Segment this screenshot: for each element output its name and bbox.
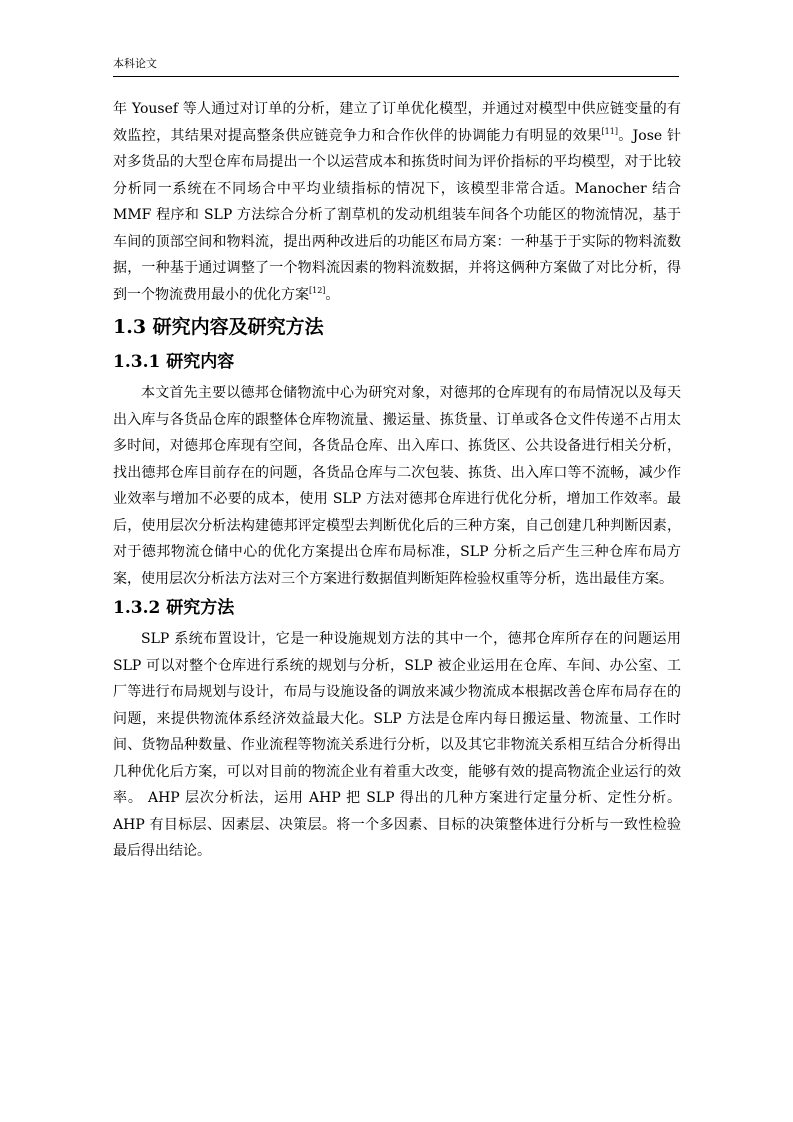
intro-text: 年 Yousef 等人通过对订单的分析，建立了订单优化模型，并通过对模型中供应链变量的有效监控，其结果对提高整条供应链竞争力和合作伙伴的协调能力有明显的效果	[113, 101, 681, 144]
section-heading: 1.3 研究内容及研究方法	[113, 316, 324, 338]
research-method-paragraph: SLP 系统布置设计，它是一种设施规划方法的其中一个，德邦仓库所存在的问题运用 SLP 可以对整个仓库进行系统的规划与分析，SLP 被企业运用在仓库、车间、办公室、工厂等进行布局规划与设计，布局与设施设备的调放来减少物流成本根据改善仓库布局存在的问题，来提供物流体系经济效益最大化。SLP 方法是仓库内每日搬运量、物流量、工作时间、货物品种数量、作业流程等物流关系进行分析，以及其它非物流关系相互结合分析得出几种优化后方案，可以对目前的物流企业有着重大改变，能够有效的提高物流企业运行的效率。 AHP 层次分析法，运用 AHP 把 SLP 得出的几种方案进行定量分析、定性分析。AHP 有目标层、因素层、决策层。将一个多因素、目标的决策整体进行分析与一致性检验最后得出结论。	[113, 631, 681, 859]
subsection-heading-content: 1.3.1 研究内容	[113, 352, 235, 372]
intro-text-3: 。	[325, 286, 340, 303]
research-content-paragraph: 本文首先主要以德邦仓储物流中心为研究对象，对德邦的仓库现有的布局情况以及每天出入库与各货品仓库的跟整体仓库物流量、搬运量、拣货量、订单或各仓文件传递不占用太多时间，对德邦仓库现有空间，各货品仓库、出入库口、拣货区、公共设备进行相关分析，找出德邦仓库目前存在的问题，各货品仓库与二次包装、拣货、出入库口等不流畅，减少作业效率与增加不必要的成本，使用 SLP 方法对德邦仓库进行优化分析，增加工作效率。最后，使用层次分析法构建德邦评定模型去判断优化后的三种方案，自己创建几种判断因素，对于德邦物流仓储中心的优化方案提出仓库布局标准，SLP 分析之后产生三种仓库布局方案，使用层次分析法方法对三个方案进行数据值判断矩阵检验权重等分析，选出最佳方案。	[113, 385, 681, 587]
intro-text-2: 。Jose 针对多货品的大型仓库布局提出一个以运营成本和拣货时间为评价指标的平均模型，对于比较分析同一系统在不同场合中平均业绩指标的情况下，该模型非常合适。Manocher 结合 MMF 程序和 SLP 方法综合分析了割草机的发动机组装车间各个功能区的物流情况，基于车间的顶部空间和物料流，提出两种改进后的功能区布局方案：一种基于于实际的物料流数据，一种基于通过调整了一个物料流因素的物料流数据，并将这俩种方案做了对比分析，得到一个物流费用最小的优化方案	[113, 127, 682, 303]
header-rule	[113, 76, 679, 77]
citation-11: [11]	[601, 126, 618, 136]
intro-paragraph	[113, 96, 681, 308]
page-header: 本科论文	[113, 57, 157, 70]
citation-12: [12]	[309, 285, 326, 295]
subsection-heading-method: 1.3.2 研究方法	[113, 598, 235, 618]
page-body	[113, 96, 681, 865]
